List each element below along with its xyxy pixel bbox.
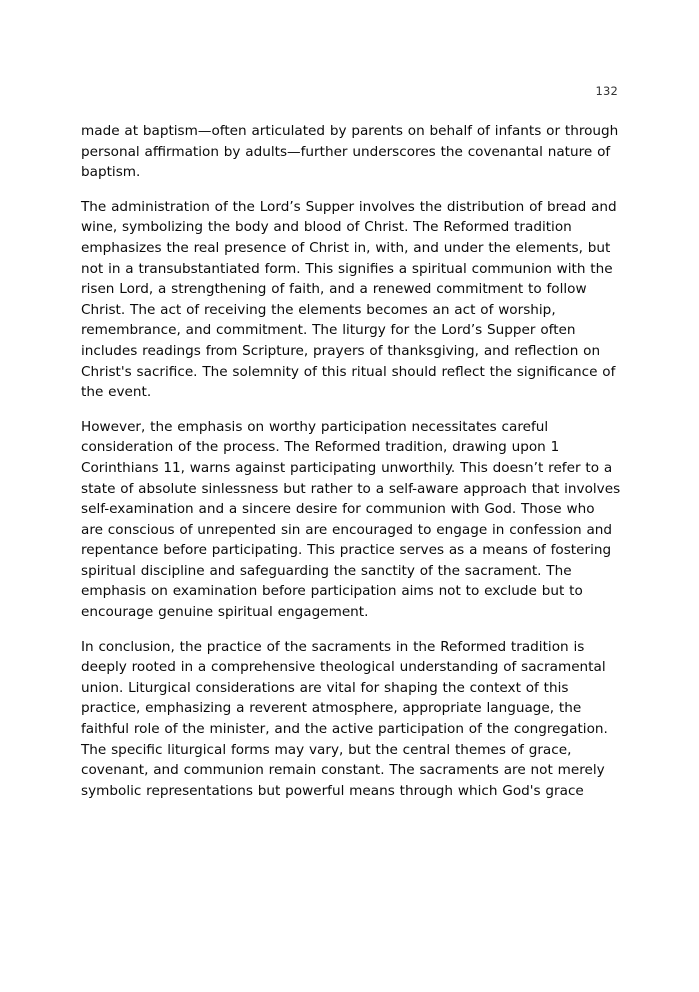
paragraph-worthy-participation: However, the emphasis on worthy participation necessitates careful consideration of the process. The Reformed tradition, drawing upon 1 Corinthians 11, warns against participating unworthily. This doesn’t refer to a state of absolute sinlessness but rather to a self-aware approach that involves self-examination and a sincere desire for communion with God. Those who are conscious of unrepented sin are encouraged to engage in confession and repentance before participating. This practice serves as a means of fostering spiritual discipline and safeguarding the sanctity of the sacrament. The emphasis on examination before participation aims not to exclude but to encourage genuine spiritual engagement. (81, 418, 621, 621)
page-number: 132 (595, 84, 618, 98)
paragraph-baptism-covenant: made at baptism—often articulated by parents on behalf of infants or through personal affirmation by adults—further underscores the covenantal nature of baptism. (81, 123, 619, 181)
document-body (81, 121, 621, 815)
paragraph-conclusion: In conclusion, the practice of the sacraments in the Reformed tradition is deeply rooted in a comprehensive theological understanding of sacramental union. Liturgical considerations are vital for shaping the context of this practice, emphasizing a reverent atmosphere, appropriate language, the faithful role of the minister, and the active participation of the congregation. The specific liturgical forms may vary, but the central themes of grace, covenant, and communion remain constant. The sacraments are not merely symbolic representations but powerful means through which God's grace (81, 638, 608, 799)
paragraph-lords-supper-administration: The administration of the Lord’s Supper involves the distribution of bread and wine, symbolizing the body and blood of Christ. The Reformed tradition emphasizes the real presence of Christ in, with, and under the elements, but not in a transubstantiated form. This signifies a spiritual communion with the risen Lord, a strengthening of faith, and a renewed commitment to follow Christ. The act of receiving the elements becomes an act of worship, remembrance, and commitment. The liturgy for the Lord’s Supper often includes readings from Scripture, prayers of thanksgiving, and reflection on Christ's sacrifice. The solemnity of this ritual should reflect the significance of the event. (81, 198, 617, 401)
